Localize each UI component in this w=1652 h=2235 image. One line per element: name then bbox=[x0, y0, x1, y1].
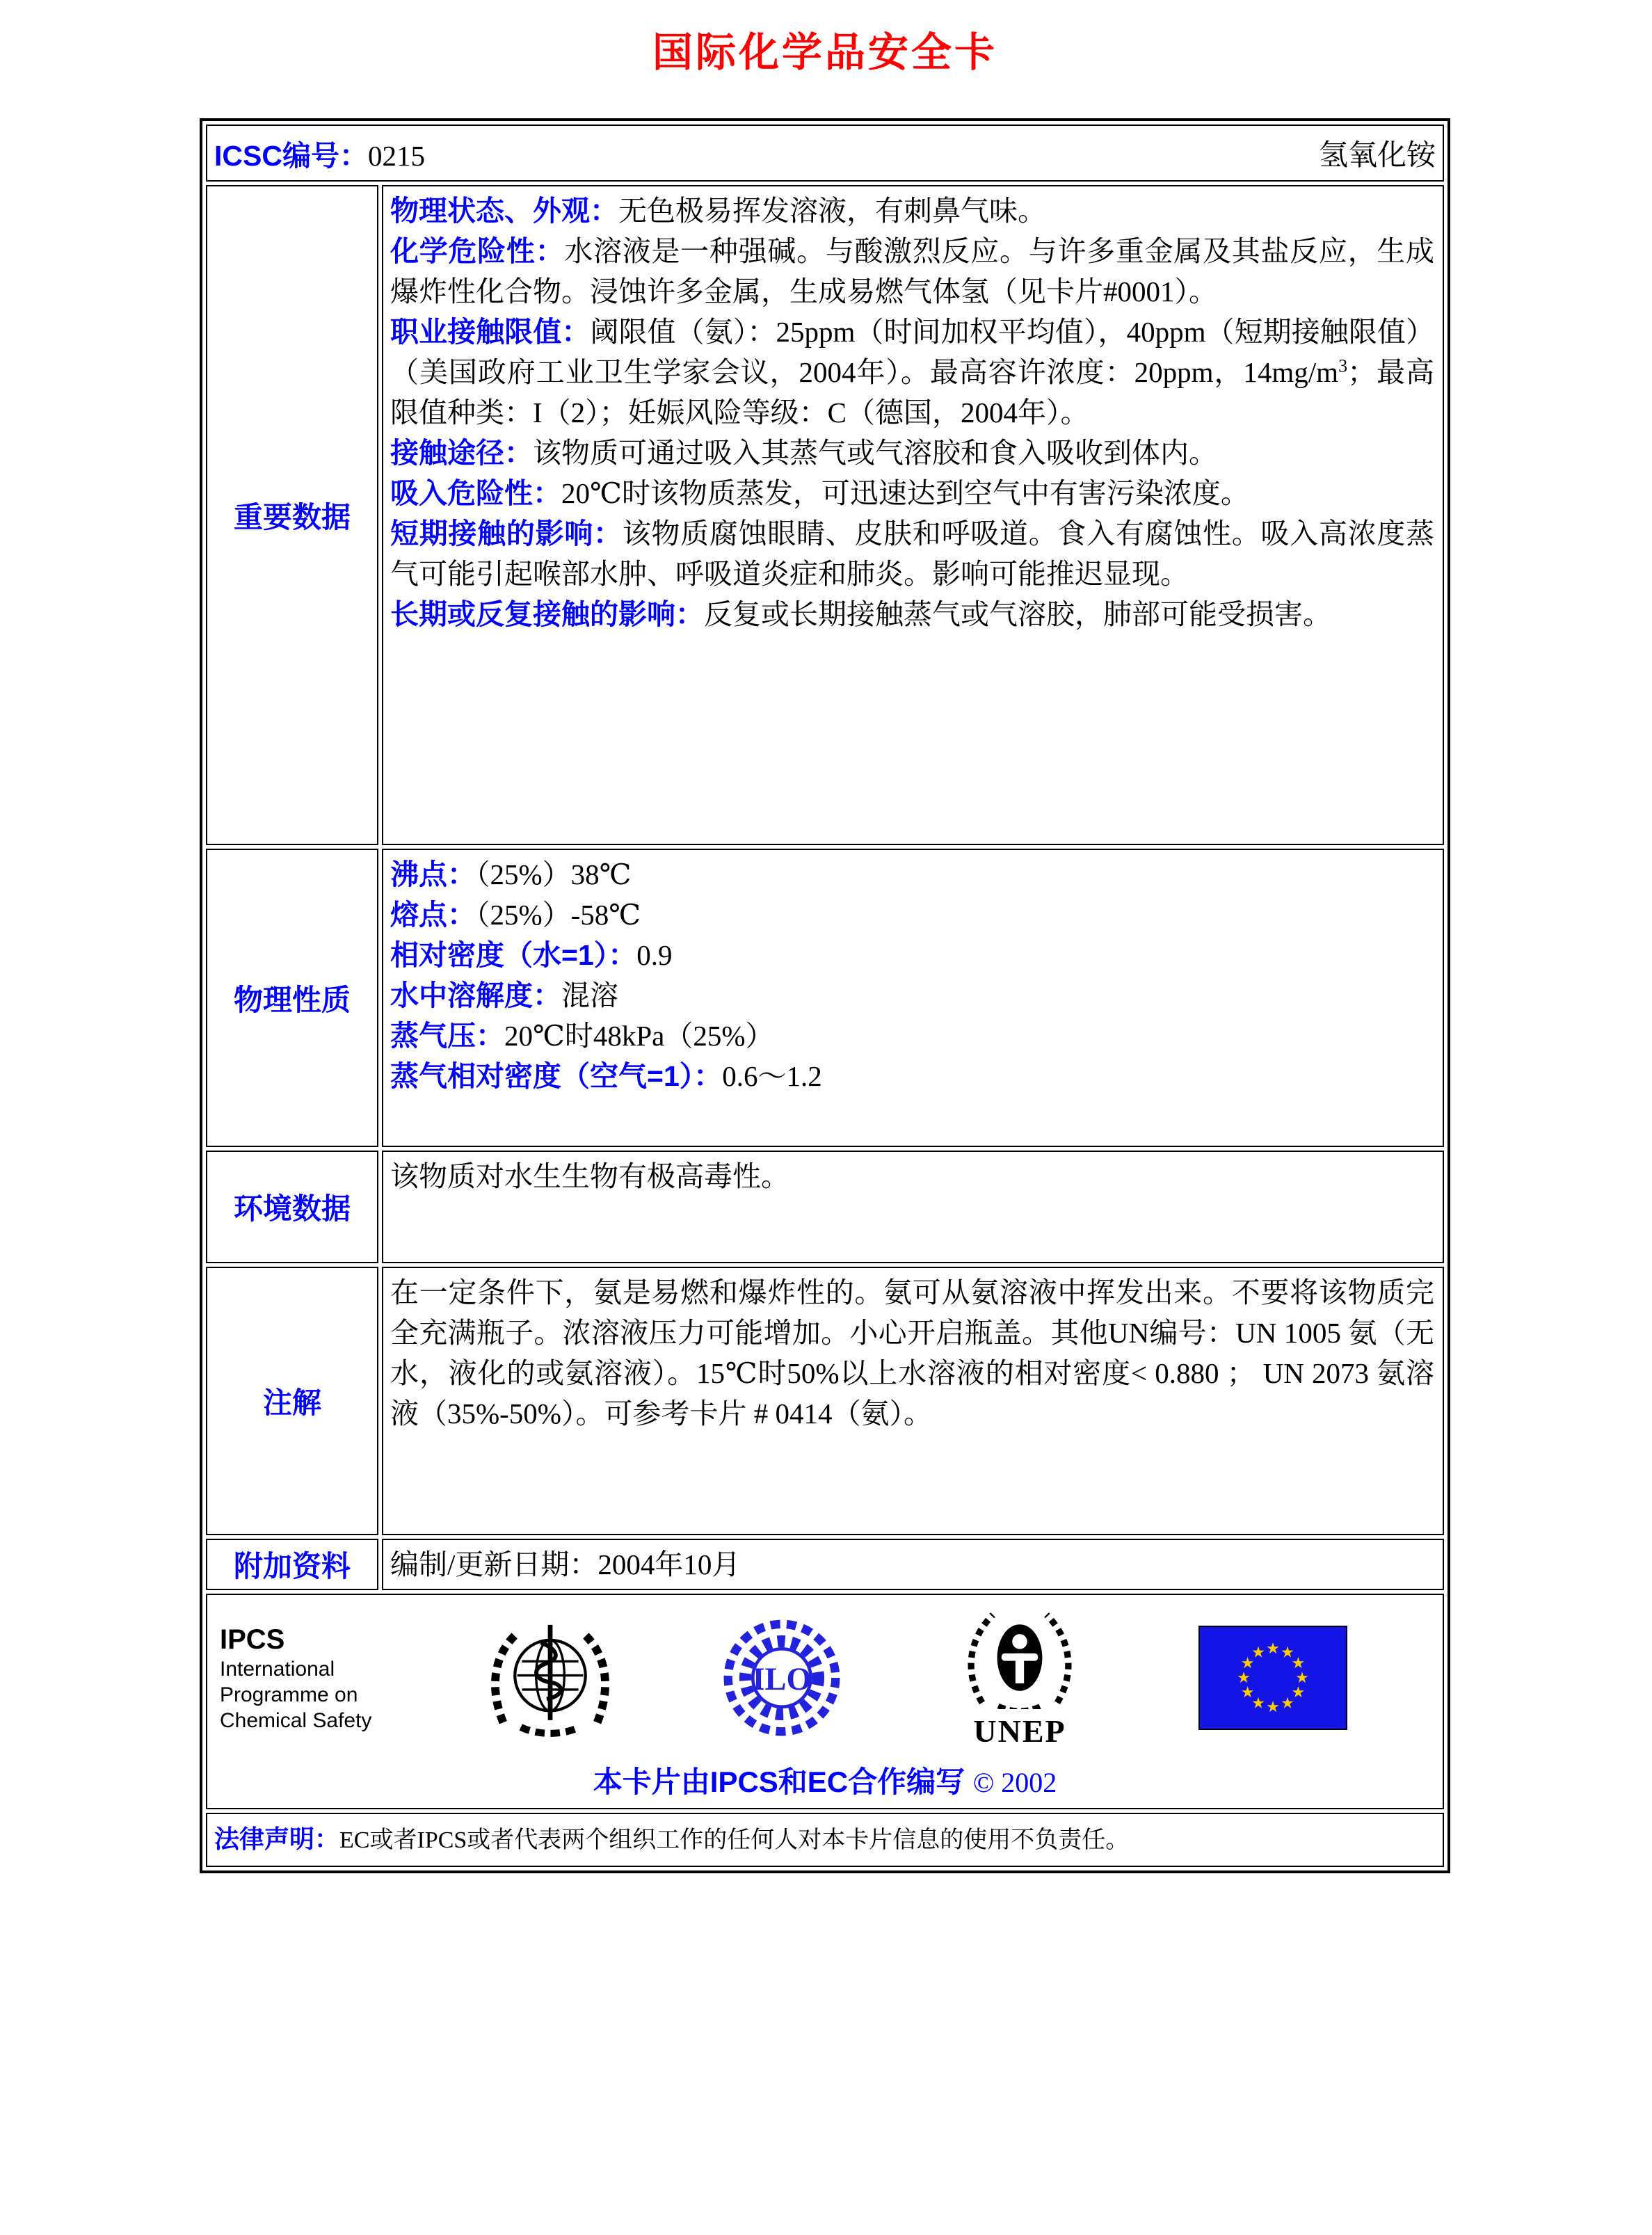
card-header-row bbox=[206, 125, 1444, 182]
text-line bbox=[390, 975, 1434, 1016]
eu-star-icon: ★ bbox=[1295, 1669, 1309, 1687]
eu-star-icon: ★ bbox=[1291, 1684, 1306, 1701]
field-text: 水溶液是一种强碱。与酸激烈反应。与许多重金属及其盐反应，生成爆炸性化合物。浸蚀许多金属，生成易燃气体氢（见卡片#0001）。 bbox=[390, 235, 1435, 307]
unep-logo-icon bbox=[961, 1606, 1079, 1709]
eu-star-icon: ★ bbox=[1240, 1655, 1255, 1672]
field-text: 该物质可通过吸入其蒸气或气溶胶和食入吸收到体内。 bbox=[533, 437, 1217, 469]
section-content-environmental-data bbox=[383, 1152, 1443, 1262]
section-row-important-data bbox=[206, 185, 1444, 845]
field-text: 该物质对水生生物有极高毒性。 bbox=[390, 1160, 789, 1192]
field-text: （25%）-58℃ bbox=[476, 899, 641, 931]
field-label: 熔点： bbox=[390, 899, 476, 931]
unep-logo-block bbox=[961, 1606, 1079, 1749]
field-text: EC或者IPCS或者代表两个组织工作的任何人对本卡片信息的使用不负责任。 bbox=[339, 1827, 1130, 1853]
text-line bbox=[390, 895, 1434, 935]
ipcs-subtitle-line: International bbox=[220, 1657, 335, 1681]
text-line bbox=[390, 1156, 1434, 1196]
ilo-logo-icon bbox=[723, 1617, 841, 1739]
ipcs-subtitle-line: Programme on bbox=[220, 1683, 358, 1706]
eu-star-icon: ★ bbox=[1281, 1695, 1294, 1713]
section-content-cell-physical-properties bbox=[382, 849, 1444, 1147]
section-label-environmental-data: 环境数据 bbox=[206, 1151, 378, 1263]
field-text: 反复或长期接触蒸气或气溶胶，肺部可能受损害。 bbox=[704, 598, 1331, 630]
field-label: 接触途径： bbox=[390, 437, 533, 469]
section-content-notes bbox=[383, 1268, 1443, 1534]
text-line bbox=[390, 513, 1434, 594]
text-line bbox=[390, 1056, 1434, 1096]
text-line bbox=[390, 854, 1434, 895]
field-text: 在一定条件下，氨是易燃和爆炸性的。氨可从氨溶液中挥发出来。不要将该物质完全充满瓶子。浓溶液压力可能增加。小心开启瓶盖。其他UN编号：UN 1005 氨（无水，液化的或氨溶液）。15℃时50%以上水溶液的相对密度< 0.880 ； UN 2073 氨溶液（35%-50%）。可参考卡片 # 0414（氨）。 bbox=[390, 1276, 1434, 1429]
section-label-important-data: 重要数据 bbox=[206, 185, 378, 845]
eu-star-icon: ★ bbox=[1281, 1644, 1294, 1662]
text-line bbox=[390, 231, 1434, 312]
text-line bbox=[214, 1824, 1436, 1856]
field-text: 阈限值（氨）：25ppm（时间加权平均值），40ppm（短期接触限值）（美国政府工业卫生学家会议，2004年）。最高容许浓度：20ppm，14mg/m bbox=[390, 316, 1435, 388]
page-title: 国际化学品安全卡 bbox=[652, 30, 997, 75]
section-label-physical-properties: 物理性质 bbox=[206, 849, 378, 1147]
section-content-cell-notes bbox=[382, 1267, 1444, 1535]
chemical-name: 氢氧化铵 bbox=[1318, 140, 1436, 172]
eu-star-icon: ★ bbox=[1240, 1684, 1255, 1701]
text-line bbox=[390, 312, 1434, 433]
card-header-cell bbox=[206, 125, 1444, 182]
eu-star-icon: ★ bbox=[1266, 1699, 1280, 1716]
field-label: 法律声明： bbox=[214, 1825, 340, 1853]
section-content-additional-info bbox=[383, 1540, 1443, 1589]
text-line bbox=[390, 935, 1434, 975]
field-text: 3 bbox=[1338, 355, 1348, 376]
legal-statement bbox=[207, 1821, 1443, 1859]
field-label: 水中溶解度： bbox=[390, 979, 561, 1011]
text-line bbox=[390, 1016, 1434, 1056]
unep-wordmark: UNEP bbox=[973, 1713, 1066, 1749]
field-text: 编制/更新日期：2004年10月 bbox=[390, 1548, 741, 1580]
logo-row bbox=[207, 1606, 1443, 1749]
eu-star-icon: ★ bbox=[1251, 1695, 1265, 1713]
section-row-environmental-data bbox=[206, 1151, 1444, 1263]
legal-row bbox=[206, 1813, 1444, 1867]
section-label-additional-info: 附加资料 bbox=[206, 1539, 378, 1590]
field-text: 无色极易挥发溶液，有刺鼻气味。 bbox=[618, 195, 1046, 227]
text-line bbox=[390, 1544, 1434, 1585]
field-text: 0.6～1.2 bbox=[722, 1060, 822, 1092]
icsc-number-label: ICSC编号： bbox=[214, 139, 368, 172]
field-label: 短期接触的影响： bbox=[390, 518, 623, 550]
credit-text: 本卡片由IPCS和EC合作编写 bbox=[593, 1765, 965, 1798]
field-text: 该物质腐蚀眼睛、皮肤和呼吸道。食入有腐蚀性。吸入高浓度蒸气可能引起喉部水肿、呼吸道炎症和肺炎。影响可能推迟显现。 bbox=[390, 518, 1435, 590]
icsc-card-table bbox=[200, 118, 1450, 1873]
field-text: 混溶 bbox=[561, 979, 618, 1011]
ilo-monogram-text: ILO bbox=[752, 1662, 812, 1697]
text-line bbox=[390, 1272, 1434, 1434]
field-label: 长期或反复接触的影响： bbox=[390, 598, 704, 630]
eu-star-icon: ★ bbox=[1266, 1640, 1280, 1658]
card-footer-row bbox=[206, 1594, 1444, 1809]
text-line bbox=[390, 191, 1434, 231]
icsc-number-group bbox=[214, 133, 425, 174]
field-text: ；最高限值种类：I（2）；妊娠风险等级：C（德国，2004年）。 bbox=[390, 356, 1435, 428]
field-label: 蒸气相对密度（空气=1）： bbox=[390, 1060, 723, 1092]
who-logo-icon bbox=[486, 1617, 615, 1739]
text-line bbox=[390, 433, 1434, 473]
legal-cell bbox=[206, 1813, 1444, 1867]
section-row-notes bbox=[206, 1267, 1444, 1535]
eu-star-icon: ★ bbox=[1237, 1669, 1251, 1687]
field-text: 20℃时48kPa（25%） bbox=[504, 1020, 774, 1052]
text-line bbox=[390, 473, 1434, 513]
credit-line bbox=[207, 1759, 1443, 1801]
card-footer-cell bbox=[206, 1594, 1444, 1809]
section-content-cell-additional-info bbox=[382, 1539, 1444, 1590]
eu-star-icon: ★ bbox=[1251, 1644, 1265, 1662]
section-row-additional-info bbox=[206, 1539, 1444, 1590]
field-text: 20℃时该物质蒸发，可迅速达到空气中有害污染浓度。 bbox=[561, 477, 1249, 509]
field-label: 吸入危险性： bbox=[390, 477, 561, 509]
copyright-text: © 2002 bbox=[972, 1767, 1057, 1798]
section-content-physical-properties bbox=[383, 850, 1443, 1146]
text-line bbox=[390, 594, 1434, 634]
section-content-cell-important-data bbox=[382, 185, 1444, 845]
field-text: （25%）38℃ bbox=[476, 858, 632, 890]
field-label: 化学危险性： bbox=[390, 235, 565, 267]
section-row-physical-properties bbox=[206, 849, 1444, 1147]
field-label: 蒸气压： bbox=[390, 1020, 504, 1052]
field-label: 沸点： bbox=[390, 858, 476, 890]
field-text: 0.9 bbox=[636, 939, 673, 971]
eu-flag-icon bbox=[1198, 1626, 1347, 1730]
field-label: 相对密度（水=1）： bbox=[390, 939, 637, 971]
field-label: 职业接触限值： bbox=[390, 316, 591, 348]
section-label-notes: 注解 bbox=[206, 1267, 378, 1535]
section-content-cell-environmental-data bbox=[382, 1151, 1444, 1263]
ipcs-acronym: IPCS bbox=[220, 1624, 285, 1655]
ipcs-text-block bbox=[220, 1623, 381, 1733]
eu-star-icon: ★ bbox=[1291, 1655, 1306, 1672]
field-label: 物理状态、外观： bbox=[390, 195, 618, 227]
section-content-important-data bbox=[383, 186, 1443, 844]
icsc-number-value: 0215 bbox=[367, 139, 425, 172]
ipcs-subtitle-line: Chemical Safety bbox=[220, 1708, 372, 1732]
